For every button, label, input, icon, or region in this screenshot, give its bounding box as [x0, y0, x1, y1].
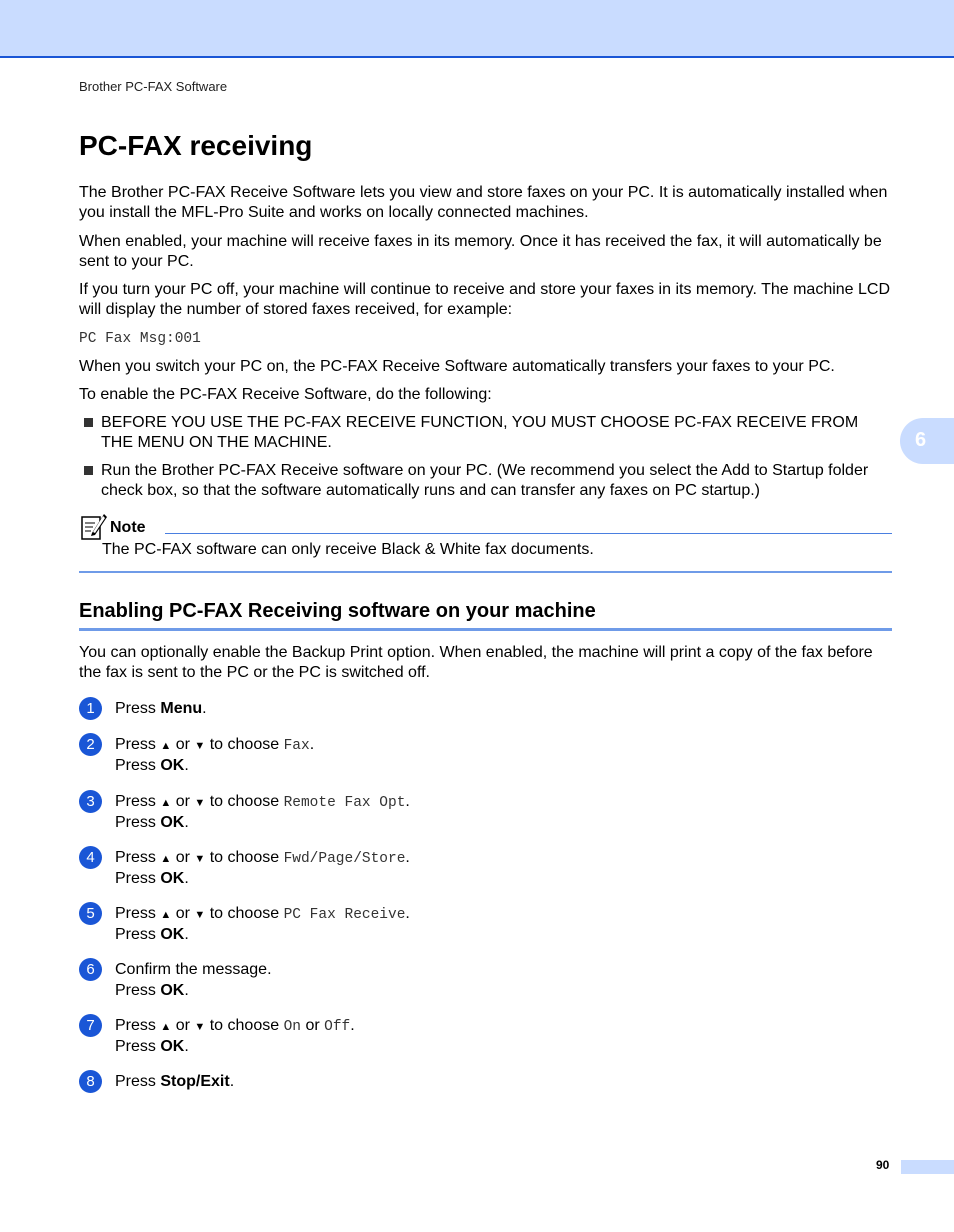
paragraph: The Brother PC-FAX Receive Software lets you view and store faxes on your PC. It is automatically installed when you install the MFL-Pro Suite and works on locally connected machines.: [79, 184, 888, 221]
key-ok: OK: [160, 926, 185, 943]
note-pencil-icon: [80, 511, 108, 541]
footer-band: [901, 1160, 954, 1174]
chapter-tab: [900, 418, 954, 464]
down-arrow-icon: ▼: [194, 853, 206, 865]
paragraph: When enabled, your machine will receive faxes in its memory. Once it has received the fax, it will automatically be sent to your PC.: [79, 233, 882, 270]
step-number-badge: 2: [79, 733, 102, 756]
bullet-square-icon: [84, 466, 93, 475]
section-intro: You can optionally enable the Backup Print option. When enabled, the machine will print a copy of the fax before the fax is sent to the PC or the PC is switched off.: [79, 644, 873, 681]
lcd-option-on: On: [283, 1019, 301, 1035]
note-label: Note: [110, 519, 146, 536]
step-number-badge: 5: [79, 902, 102, 925]
up-arrow-icon: ▲: [160, 909, 172, 921]
key-menu: Menu: [160, 700, 203, 717]
bullet-square-icon: [84, 418, 93, 427]
chapter-number: 6: [915, 429, 927, 451]
paragraph: If you turn your PC off, your machine will continue to receive and store your faxes in its memory. The machine LCD will display the number of stored faxes received, for example:: [79, 281, 891, 318]
key-ok: OK: [160, 757, 185, 774]
down-arrow-icon: ▼: [194, 909, 206, 921]
key-ok: OK: [160, 982, 185, 999]
note-divider: [165, 533, 892, 534]
paragraph: To enable the PC-FAX Receive Software, do the following:: [79, 386, 492, 403]
lcd-option: Fwd/Page/Store: [283, 851, 406, 867]
up-arrow-icon: ▲: [160, 1021, 172, 1033]
key-ok: OK: [160, 814, 185, 831]
top-header-band: [0, 0, 954, 58]
up-arrow-icon: ▲: [160, 853, 172, 865]
note-text: The PC-FAX software can only receive Black & White fax documents.: [102, 541, 594, 558]
section-rule: [79, 628, 892, 631]
down-arrow-icon: ▼: [194, 740, 206, 752]
lcd-option: PC Fax Receive: [283, 907, 406, 923]
up-arrow-icon: ▲: [160, 740, 172, 752]
step-number-badge: 4: [79, 846, 102, 869]
lcd-option-off: Off: [324, 1019, 351, 1035]
paragraph: When you switch your PC on, the PC-FAX Receive Software automatically transfers your faxes to your PC.: [79, 358, 835, 375]
key-ok: OK: [160, 870, 185, 887]
lcd-option: Remote Fax Opt: [283, 795, 406, 811]
note-bottom-rule: [79, 571, 892, 573]
key-stop-exit: Stop/Exit: [160, 1073, 230, 1090]
up-arrow-icon: ▲: [160, 797, 172, 809]
key-ok: OK: [160, 1038, 185, 1055]
step-number-badge: 1: [79, 697, 102, 720]
step-number-badge: 7: [79, 1014, 102, 1037]
step-number-badge: 6: [79, 958, 102, 981]
list-item-text: Run the Brother PC-FAX Receive software on your PC. (We recommend you select the Add to Startup folder check box, so that the software automatically runs and can transfer any faxes on PC startup.): [101, 462, 869, 499]
page-number: 90: [876, 1158, 890, 1172]
lcd-example: PC Fax Msg:001: [79, 331, 201, 347]
running-header: Brother PC-FAX Software: [79, 79, 228, 94]
page-title: PC-FAX receiving: [79, 130, 313, 161]
list-item-text: BEFORE YOU USE THE PC-FAX RECEIVE FUNCTION, YOU MUST CHOOSE PC-FAX RECEIVE FROM THE MENU ON THE MACHINE.: [101, 414, 859, 451]
down-arrow-icon: ▼: [194, 797, 206, 809]
down-arrow-icon: ▼: [194, 1021, 206, 1033]
lcd-option: Fax: [283, 738, 310, 754]
section-title: Enabling PC-FAX Receiving software on your machine: [79, 600, 596, 622]
step-number-badge: 8: [79, 1070, 102, 1093]
step-text: Confirm the message.: [115, 961, 272, 978]
step-number-badge: 3: [79, 790, 102, 813]
